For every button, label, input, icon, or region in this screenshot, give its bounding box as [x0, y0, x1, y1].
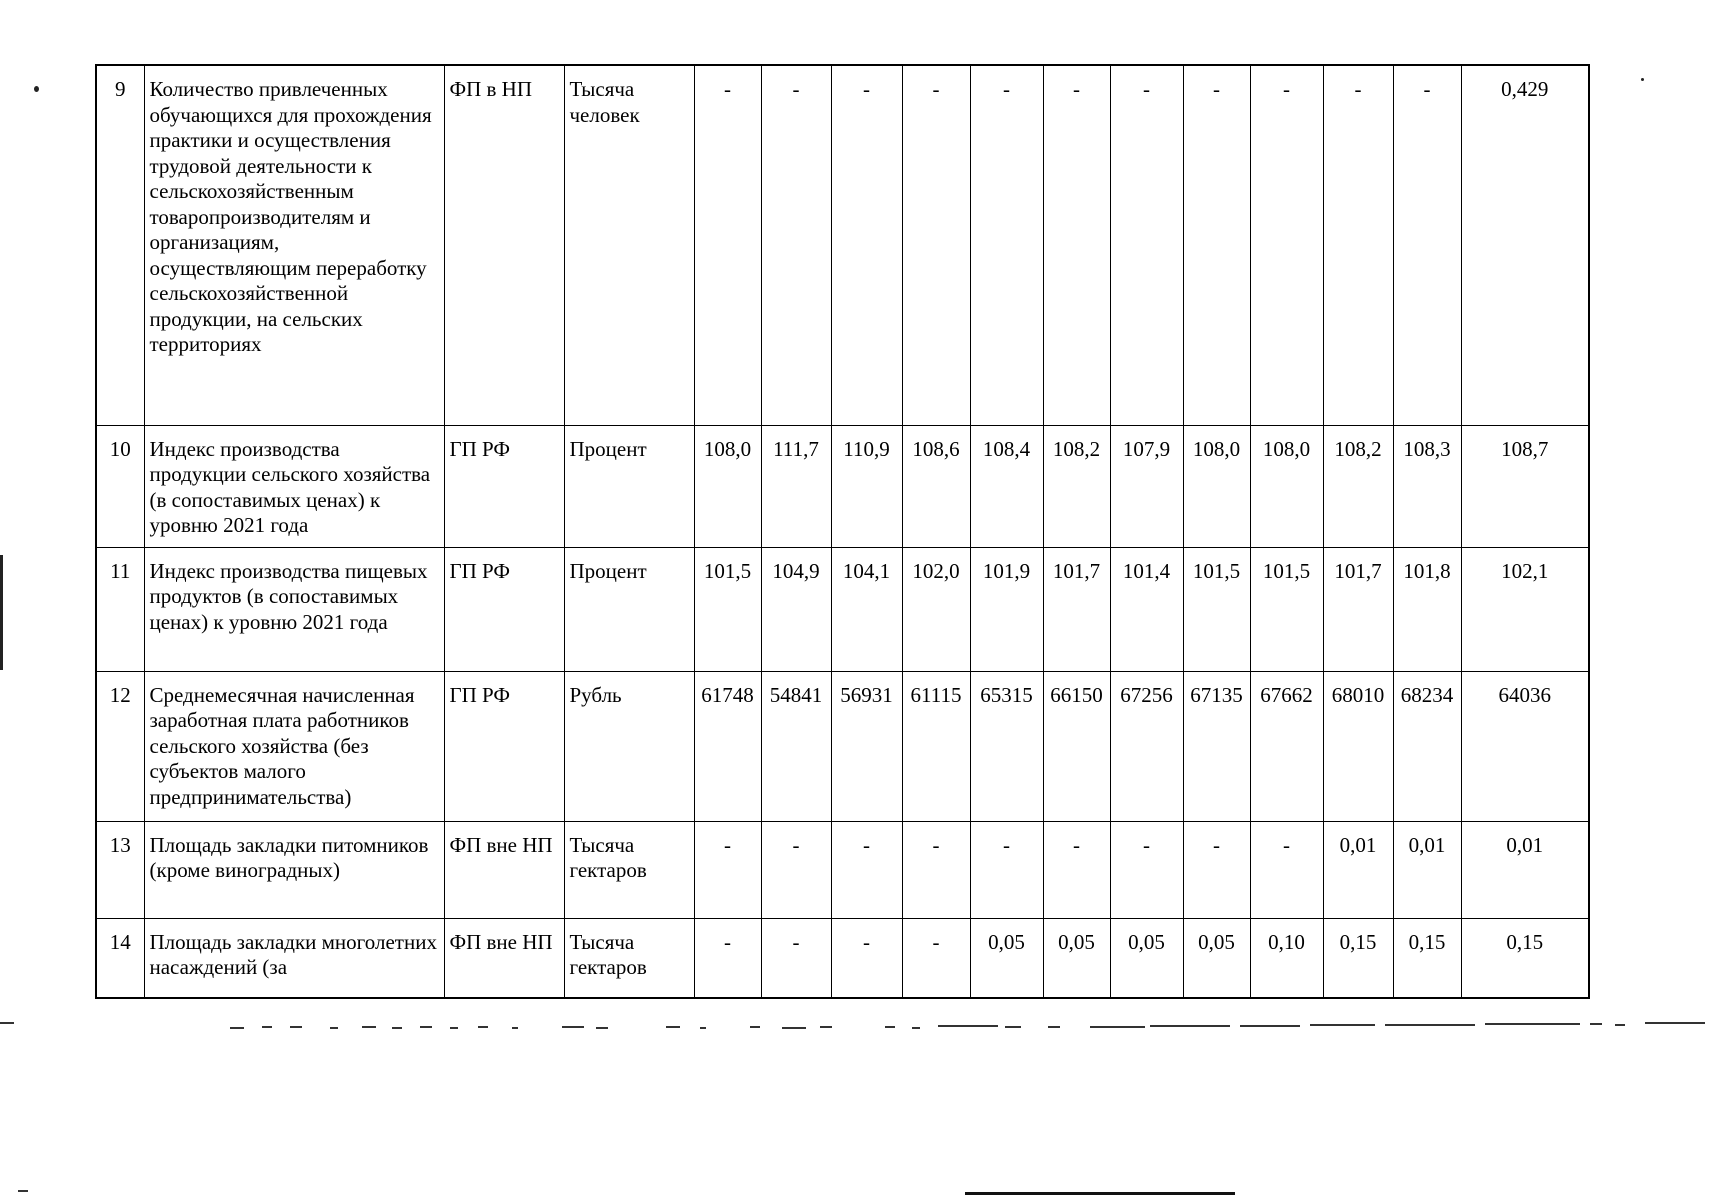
value-cell: 101,9 — [970, 547, 1043, 671]
value-cell: 108,3 — [1393, 425, 1461, 547]
value-cell: 0,01 — [1393, 821, 1461, 918]
scan-dash — [885, 1026, 895, 1028]
scan-dash — [1150, 1025, 1230, 1027]
scan-dash — [1240, 1025, 1300, 1027]
scan-bottom-line — [965, 1192, 1235, 1195]
row-number: 9 — [96, 65, 144, 425]
value-cell: 104,1 — [831, 547, 902, 671]
row-number: 12 — [96, 671, 144, 821]
value-cell: 0,15 — [1393, 918, 1461, 998]
value-cell: 108,4 — [970, 425, 1043, 547]
unit-of-measure: Тысяча гектаров — [564, 918, 694, 998]
value-cell: 67135 — [1183, 671, 1250, 821]
indicator-name: Среднемесячная начисленная заработная плата работников сельского хозяйства (без субъектов малого предпринимательства) — [144, 671, 444, 821]
target-value-cell: 0,429 — [1461, 65, 1589, 425]
value-cell: - — [761, 821, 831, 918]
value-cell: 101,5 — [694, 547, 761, 671]
scan-dash — [666, 1026, 680, 1028]
value-cell: 108,6 — [902, 425, 970, 547]
value-cell: 67256 — [1110, 671, 1183, 821]
scan-dash — [912, 1027, 920, 1029]
value-cell: - — [694, 821, 761, 918]
indicator-name: Индекс производства продукции сельского хозяйства (в сопоставимых ценах) к уровню 2021 года — [144, 425, 444, 547]
value-cell: 111,7 — [761, 425, 831, 547]
value-cell: - — [694, 65, 761, 425]
scan-dash — [450, 1027, 458, 1029]
value-cell: 108,2 — [1043, 425, 1110, 547]
unit-of-measure: Тысяча гектаров — [564, 821, 694, 918]
row-number: 10 — [96, 425, 144, 547]
value-cell: 108,2 — [1323, 425, 1393, 547]
value-cell: 61115 — [902, 671, 970, 821]
table-row — [96, 547, 1589, 671]
value-cell: - — [1043, 821, 1110, 918]
scan-dash — [1615, 1024, 1625, 1026]
scan-dash — [420, 1026, 432, 1028]
scan-dash — [1590, 1023, 1602, 1025]
value-cell: - — [1393, 65, 1461, 425]
unit-of-measure: Процент — [564, 425, 694, 547]
value-cell: 0,10 — [1250, 918, 1323, 998]
scan-dash — [562, 1026, 584, 1028]
table-row — [96, 671, 1589, 821]
scan-dash — [1645, 1022, 1705, 1024]
scan-dash — [1485, 1023, 1580, 1025]
indicators-table — [95, 64, 1590, 999]
value-cell: - — [1183, 65, 1250, 425]
value-cell: 101,8 — [1393, 547, 1461, 671]
table-row — [96, 821, 1589, 918]
value-cell: - — [761, 918, 831, 998]
table-row — [96, 918, 1589, 998]
row-number: 14 — [96, 918, 144, 998]
scan-dash — [512, 1027, 518, 1029]
scan-dash — [230, 1027, 244, 1029]
source-type: ГП РФ — [444, 547, 564, 671]
value-cell: - — [1323, 65, 1393, 425]
value-cell: 104,9 — [761, 547, 831, 671]
target-value-cell: 108,7 — [1461, 425, 1589, 547]
value-cell: - — [1110, 821, 1183, 918]
scan-dash — [1005, 1026, 1021, 1028]
value-cell: 68234 — [1393, 671, 1461, 821]
value-cell: 101,7 — [1043, 547, 1110, 671]
indicator-name: Индекс производства пищевых продуктов (в сопоставимых ценах) к уровню 2021 года — [144, 547, 444, 671]
source-type: ФП вне НП — [444, 918, 564, 998]
value-cell: - — [1110, 65, 1183, 425]
value-cell: 0,01 — [1323, 821, 1393, 918]
source-type: ГП РФ — [444, 671, 564, 821]
value-cell: 101,7 — [1323, 547, 1393, 671]
table-row — [96, 65, 1589, 425]
target-value-cell: 0,15 — [1461, 918, 1589, 998]
table-row — [96, 425, 1589, 547]
scan-dash — [938, 1025, 998, 1027]
indicator-name: Площадь закладки многолетних насаждений (за — [144, 918, 444, 998]
scan-dash — [782, 1027, 806, 1029]
scan-dash — [18, 1190, 28, 1192]
value-cell: 102,0 — [902, 547, 970, 671]
value-cell: 54841 — [761, 671, 831, 821]
unit-of-measure: Тысяча человек — [564, 65, 694, 425]
value-cell: - — [1250, 65, 1323, 425]
scan-dash — [820, 1026, 832, 1028]
scan-dash — [1310, 1024, 1375, 1026]
target-value-cell: 102,1 — [1461, 547, 1589, 671]
scan-speck — [1641, 78, 1644, 81]
value-cell: 108,0 — [1250, 425, 1323, 547]
value-cell: 67662 — [1250, 671, 1323, 821]
row-number: 11 — [96, 547, 144, 671]
value-cell: 107,9 — [1110, 425, 1183, 547]
scan-dash — [262, 1026, 272, 1028]
scan-dash — [1048, 1026, 1060, 1028]
value-cell: 0,05 — [1183, 918, 1250, 998]
scan-dash — [1090, 1026, 1145, 1028]
value-cell: 110,9 — [831, 425, 902, 547]
value-cell: - — [831, 65, 902, 425]
value-cell: 61748 — [694, 671, 761, 821]
value-cell: 66150 — [1043, 671, 1110, 821]
value-cell: - — [970, 65, 1043, 425]
scan-speck — [34, 86, 39, 92]
source-type: ГП РФ — [444, 425, 564, 547]
scan-dash — [330, 1027, 338, 1029]
value-cell: - — [831, 821, 902, 918]
value-cell: - — [831, 918, 902, 998]
scan-dash — [1385, 1024, 1475, 1026]
row-number: 13 — [96, 821, 144, 918]
value-cell: 0,05 — [1043, 918, 1110, 998]
source-type: ФП вне НП — [444, 821, 564, 918]
value-cell: - — [970, 821, 1043, 918]
target-value-cell: 64036 — [1461, 671, 1589, 821]
scan-dash — [700, 1027, 706, 1029]
scan-dash — [392, 1027, 402, 1029]
value-cell: 108,0 — [1183, 425, 1250, 547]
scan-dash — [596, 1027, 608, 1029]
value-cell: 65315 — [970, 671, 1043, 821]
value-cell: 101,4 — [1110, 547, 1183, 671]
indicator-name: Площадь закладки питомников (кроме виноградных) — [144, 821, 444, 918]
value-cell: - — [761, 65, 831, 425]
value-cell: 0,05 — [970, 918, 1043, 998]
unit-of-measure: Рубль — [564, 671, 694, 821]
unit-of-measure: Процент — [564, 547, 694, 671]
value-cell: - — [1183, 821, 1250, 918]
scan-dash — [750, 1026, 760, 1028]
source-type: ФП в НП — [444, 65, 564, 425]
value-cell: 56931 — [831, 671, 902, 821]
value-cell: 68010 — [1323, 671, 1393, 821]
value-cell: 101,5 — [1183, 547, 1250, 671]
indicator-name: Количество привлеченных обучающихся для прохождения практики и осуществления трудовой деятельности к сельскохозяйственным товаропроизводителям и организациям, осуществляющим переработку сельскохозяйственной продукции, на сельских территориях — [144, 65, 444, 425]
value-cell: - — [694, 918, 761, 998]
value-cell: 108,0 — [694, 425, 761, 547]
scan-edge-mark — [0, 555, 3, 670]
value-cell: - — [1250, 821, 1323, 918]
scan-dash — [478, 1026, 488, 1028]
value-cell: - — [902, 65, 970, 425]
value-cell: 0,05 — [1110, 918, 1183, 998]
value-cell: 101,5 — [1250, 547, 1323, 671]
scan-dash — [362, 1026, 376, 1028]
scan-dash — [0, 1022, 14, 1024]
value-cell: - — [902, 918, 970, 998]
scan-dash — [290, 1026, 302, 1028]
value-cell: - — [902, 821, 970, 918]
value-cell: 0,15 — [1323, 918, 1393, 998]
target-value-cell: 0,01 — [1461, 821, 1589, 918]
value-cell: - — [1043, 65, 1110, 425]
